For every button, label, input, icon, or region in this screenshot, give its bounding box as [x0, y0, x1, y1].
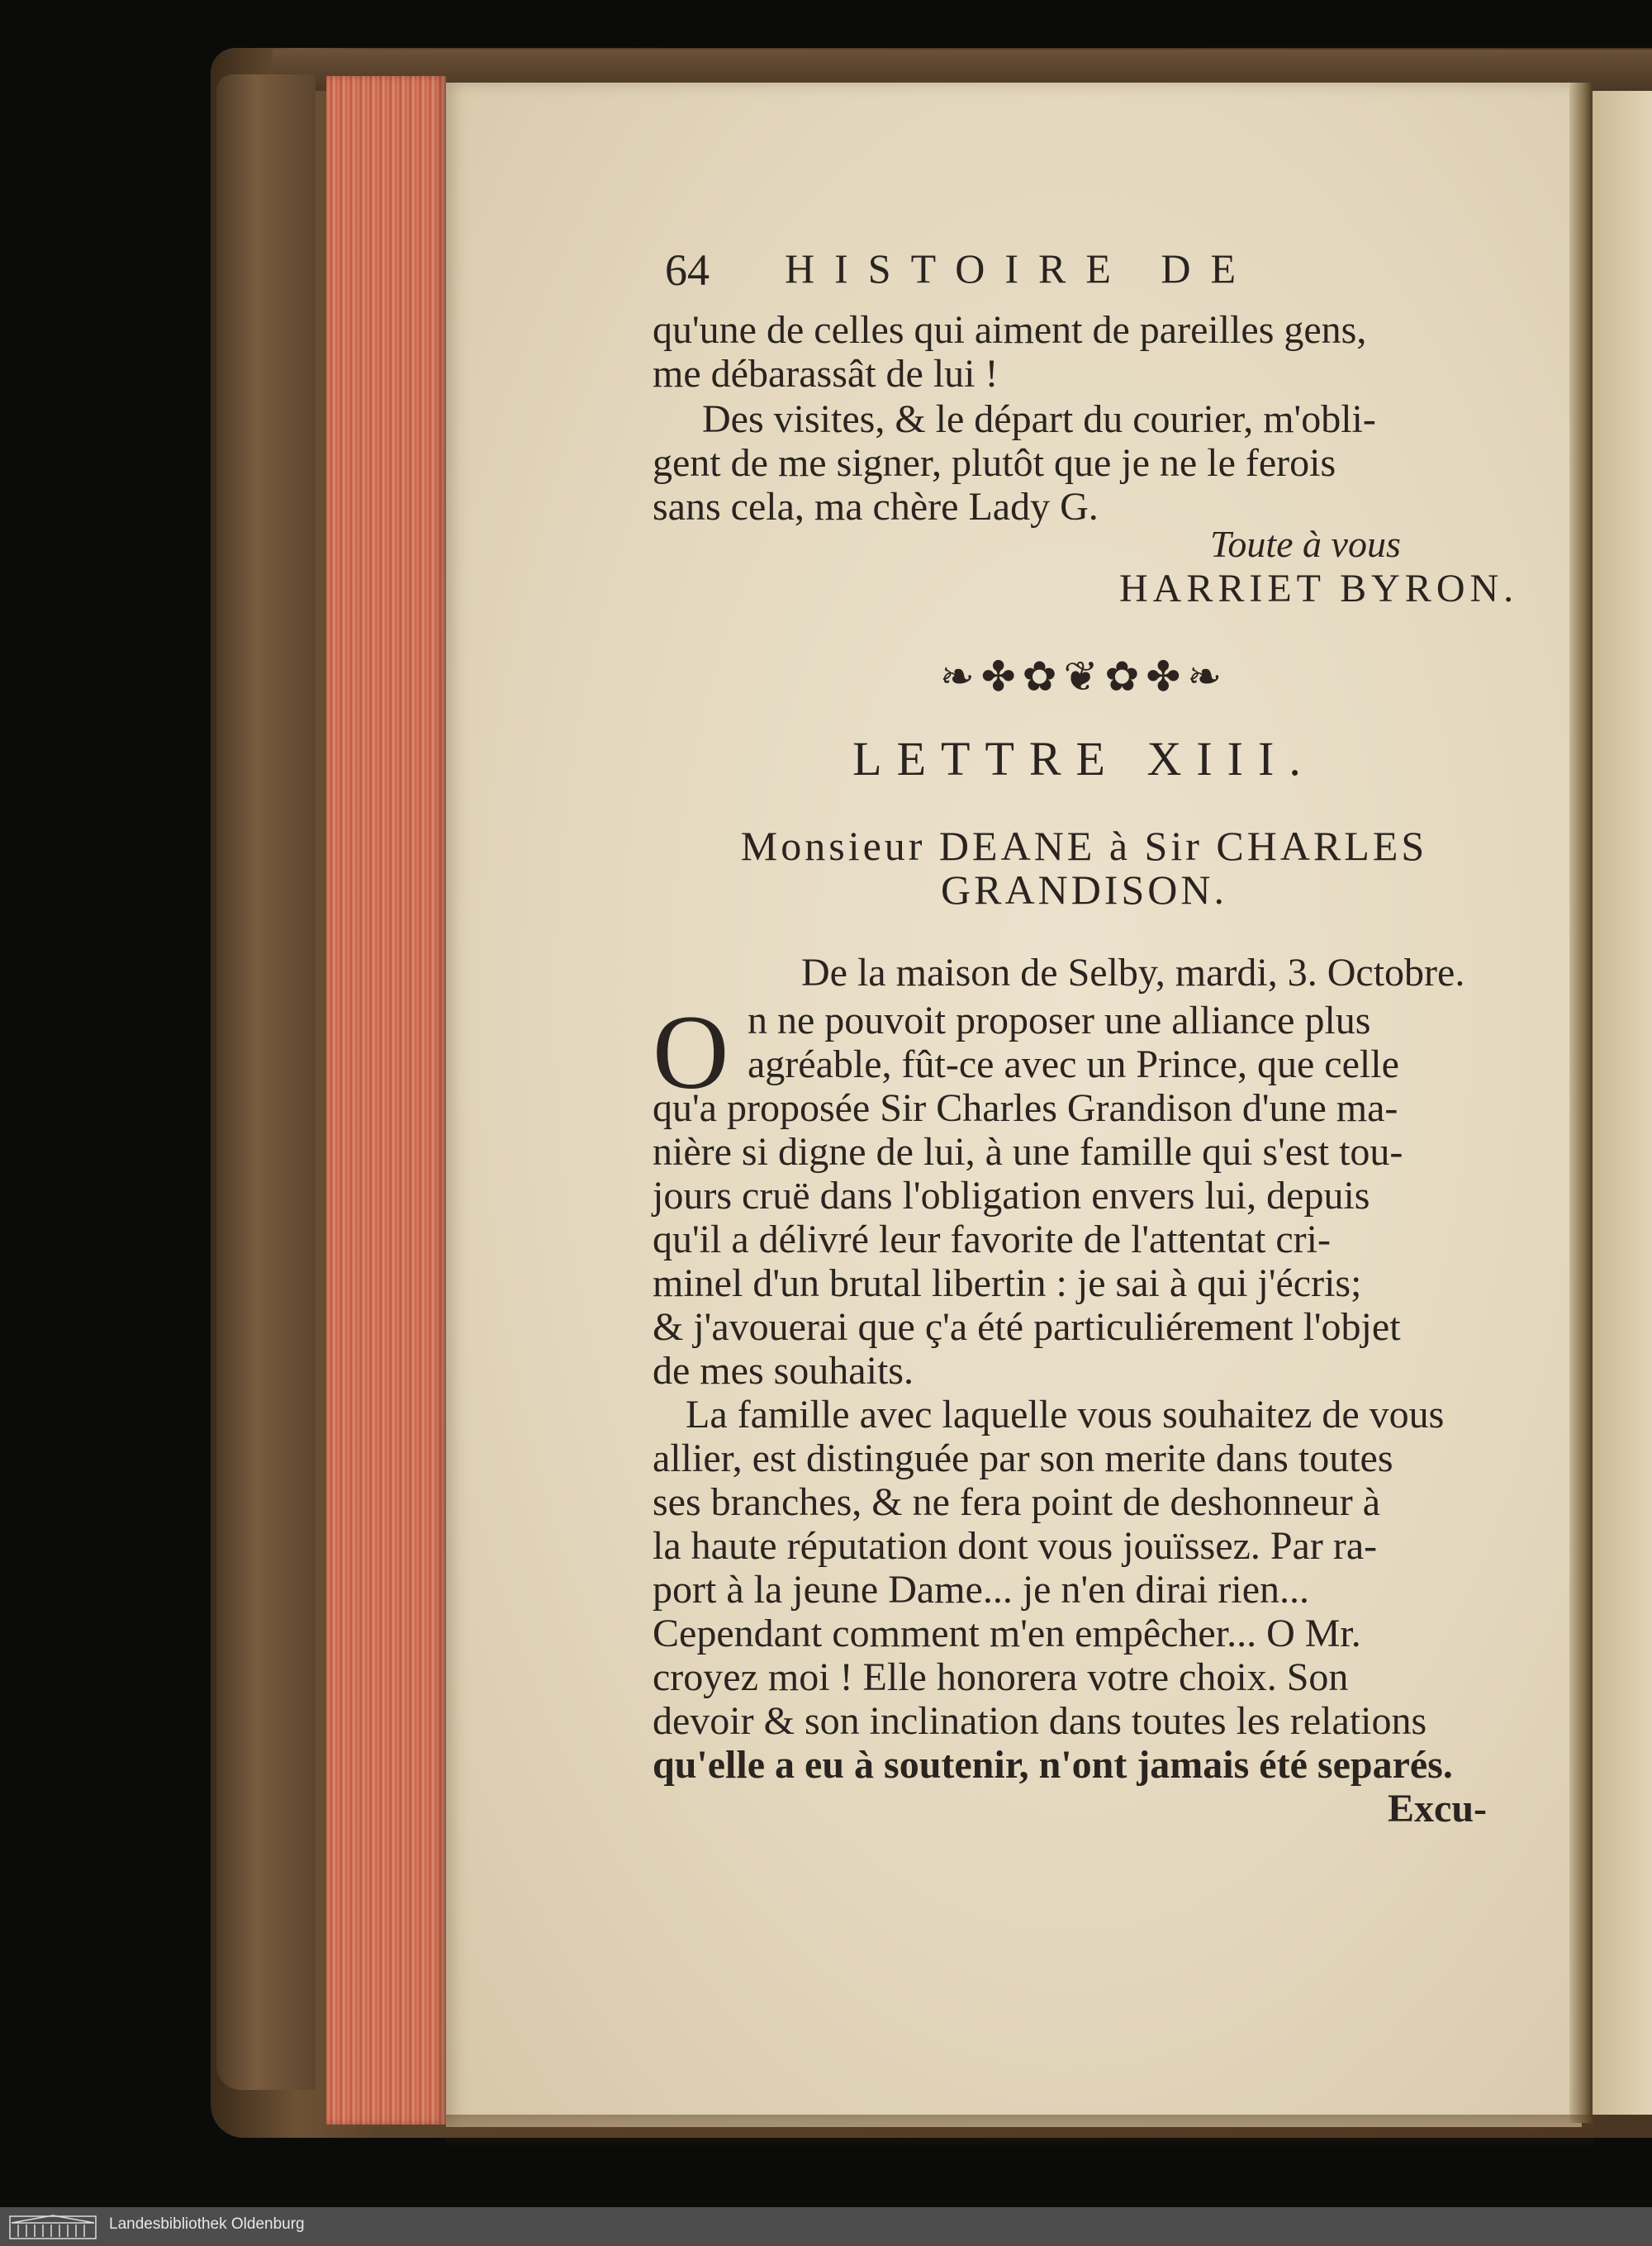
- body-line: qu'il a délivré leur favorite de l'attentat cri-: [653, 1218, 1331, 1261]
- decorative-ornament-band: ❧✤✿❦✿✤❧: [939, 653, 1229, 700]
- text-line: sans cela, ma chère Lady G.: [653, 485, 1099, 529]
- letter-address-line: Monsieur DEANE à Sir CHARLES: [740, 823, 1428, 869]
- body-line: nière si digne de lui, à une famille qui s'est tou-: [653, 1130, 1403, 1174]
- body-line: croyez moi ! Elle honorera votre choix. Son: [653, 1655, 1349, 1699]
- library-building-icon: [8, 2213, 97, 2240]
- body-line: port à la jeune Dame... je n'en dirai rien...: [653, 1568, 1309, 1612]
- drop-cap: O: [653, 994, 729, 1111]
- facing-page-edge: [1593, 91, 1652, 2115]
- body-line: qu'elle a eu à soutenir, n'ont jamais été separés.: [653, 1743, 1453, 1787]
- book-board-edge: [216, 74, 316, 2090]
- running-head: HISTOIRE DE: [785, 245, 1256, 292]
- text-line: gent de me signer, plutôt que je ne le ferois: [653, 441, 1336, 485]
- body-line: allier, est distinguée par son merite dans toutes: [653, 1436, 1393, 1480]
- letter-address-line: GRANDISON.: [941, 867, 1227, 913]
- body-line: Cependant comment m'en empêcher... O Mr.: [653, 1612, 1361, 1655]
- body-line: minel d'un brutal libertin : je sai à qui j'écris;: [653, 1261, 1362, 1305]
- letter-title: LETTRE XIII.: [852, 732, 1316, 786]
- body-line: jours cruë dans l'obligation envers lui, depuis: [653, 1174, 1370, 1218]
- letter-dateline: De la maison de Selby, mardi, 3. Octobre.: [801, 951, 1465, 995]
- catchword: Excu-: [1388, 1787, 1487, 1831]
- closing-line: Toute à vous: [1210, 523, 1401, 565]
- body-line: agréable, fût-ce avec un Prince, que celle: [748, 1042, 1399, 1086]
- body-line: de mes souhaits.: [653, 1349, 914, 1393]
- body-line: & j'avouerai que ç'a été particuliérement l'objet: [653, 1305, 1401, 1349]
- book-gutter: [1569, 83, 1593, 2123]
- body-line: qu'a proposée Sir Charles Grandison d'une ma-: [653, 1086, 1398, 1130]
- text-line: qu'une de celles qui aiment de pareilles gens,: [653, 308, 1367, 352]
- page-number: 64: [665, 245, 710, 295]
- page-fore-edge: [326, 76, 446, 2125]
- signature: HARRIET BYRON.: [1119, 567, 1519, 610]
- page-bottom-shadow: [446, 2115, 1594, 2148]
- body-line: devoir & son inclination dans toutes les relations: [653, 1699, 1427, 1743]
- body-line: la haute réputation dont vous jouïssez. Par ra-: [653, 1524, 1378, 1568]
- text-line: Des visites, & le départ du courier, m'obli-: [702, 397, 1376, 441]
- body-line: La famille avec laquelle vous souhaitez de vous: [686, 1393, 1445, 1436]
- body-line: n ne pouvoit proposer une alliance plus: [748, 999, 1371, 1042]
- body-line: ses branches, & ne fera point de deshonneur à: [653, 1480, 1381, 1524]
- library-name: Landesbibliothek Oldenburg: [109, 2215, 305, 2233]
- text-line: me débarassât de lui !: [653, 352, 999, 396]
